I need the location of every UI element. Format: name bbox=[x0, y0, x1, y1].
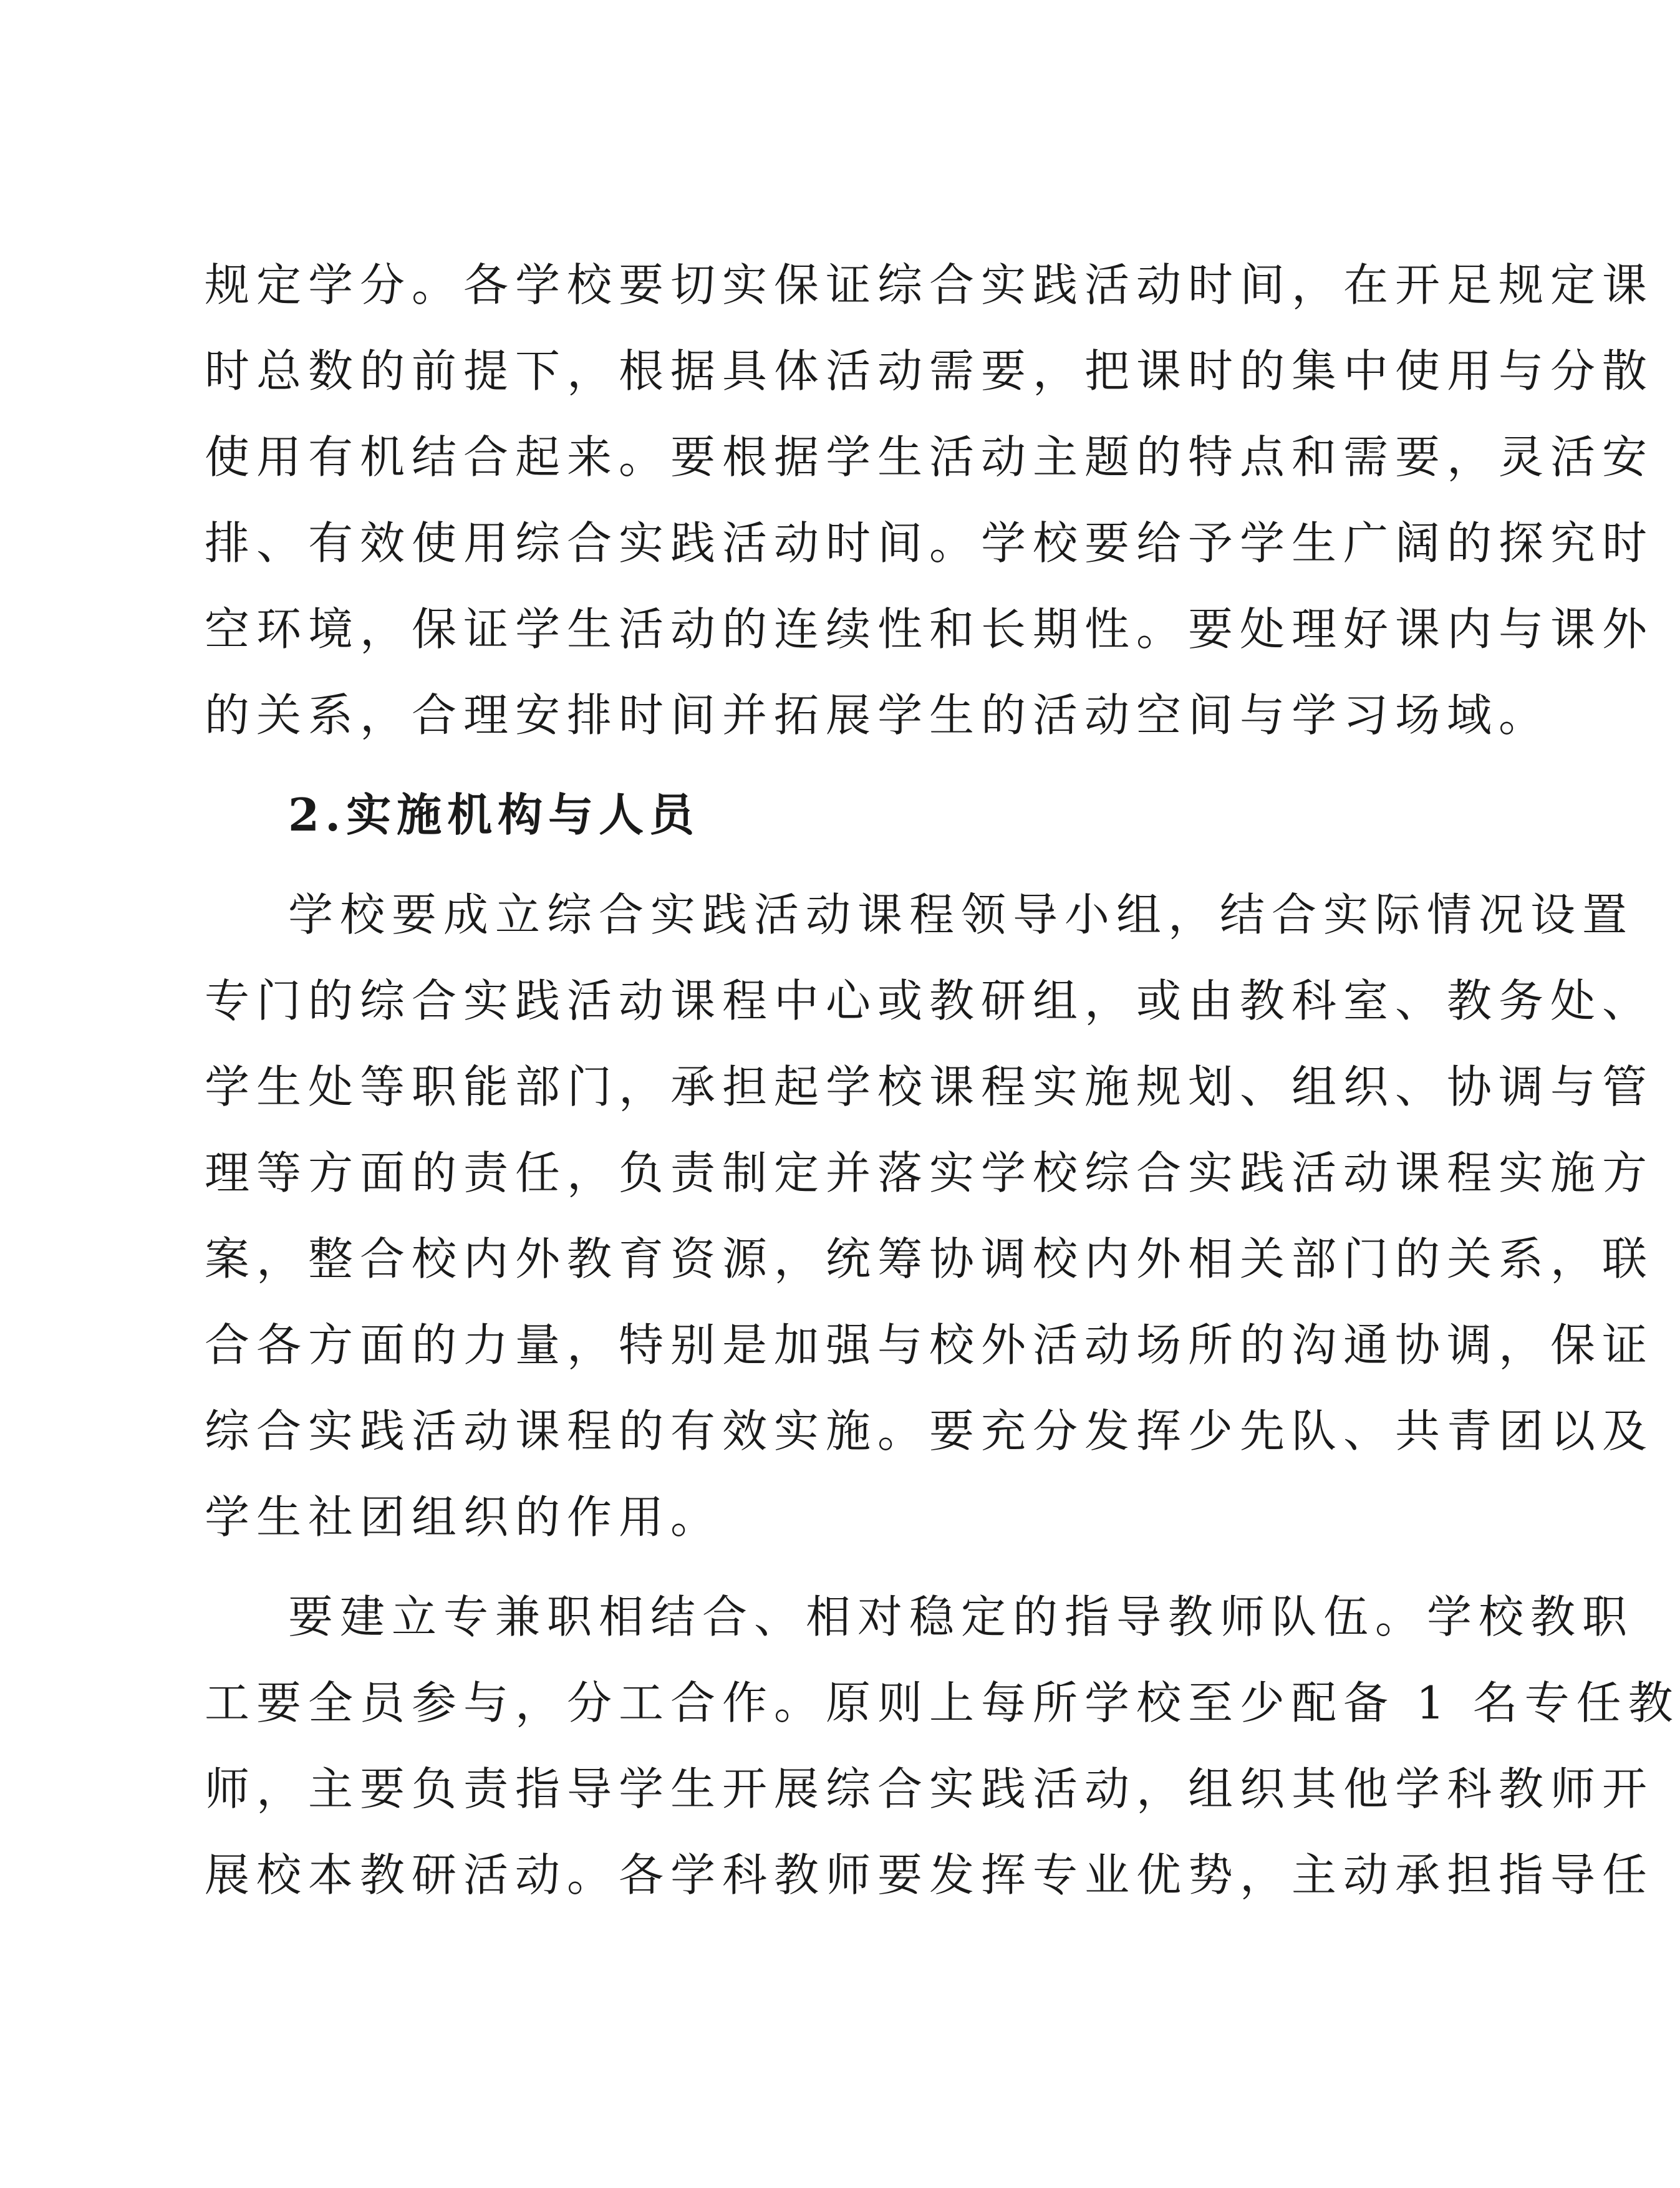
text-line: 排、有效使用综合实践活动时间。学校要给予学生广阔的探究时 bbox=[205, 517, 1654, 569]
text-line: 时总数的前提下，根据具体活动需要，把课时的集中使用与分散 bbox=[205, 345, 1654, 397]
paragraph-gap bbox=[205, 858, 1368, 872]
paragraph-gap bbox=[205, 1560, 1368, 1574]
text-line: 师，主要负责指导学生开展综合实践活动，组织其他学科教师开 bbox=[205, 1763, 1654, 1815]
text-line: 规定学分。各学校要切实保证综合实践活动时间，在开足规定课 bbox=[205, 259, 1654, 311]
paragraph-organization bbox=[205, 872, 1654, 1560]
text-line: 理等方面的责任，负责制定并落实学校综合实践活动课程实施方 bbox=[205, 1147, 1654, 1199]
text-line: 合各方面的力量，特别是加强与校外活动场所的沟通协调，保证 bbox=[205, 1319, 1654, 1371]
section-heading: 2.实施机构与人员 bbox=[288, 788, 700, 841]
paragraph-gap bbox=[205, 758, 1368, 772]
text-line: 空环境，保证学生活动的连续性和长期性。要处理好课内与课外 bbox=[205, 603, 1654, 655]
text-line: 案，整合校内外教育资源，统筹协调校内外相关部门的关系，联 bbox=[205, 1233, 1654, 1285]
text-line: 专门的综合实践活动课程中心或教研组，或由教科室、教务处、 bbox=[205, 975, 1654, 1027]
paragraph-teachers bbox=[205, 1574, 1680, 1918]
text-line: 工要全员参与，分工合作。原则上每所学校至少配备 1 名专任教 bbox=[205, 1677, 1680, 1729]
text-line: 使用有机结合起来。要根据学生活动主题的特点和需要，灵活安 bbox=[205, 431, 1654, 483]
text-line: 展校本教研活动。各学科教师要发挥专业优势，主动承担指导任 bbox=[205, 1849, 1654, 1901]
document-body bbox=[205, 242, 1680, 1918]
text-line: 学生社团组织的作用。 bbox=[205, 1491, 723, 1543]
text-line: 综合实践活动课程的有效实施。要充分发挥少先队、共青团以及 bbox=[205, 1405, 1654, 1457]
paragraph-continuation bbox=[205, 242, 1654, 758]
text-line: 的关系，合理安排时间并拓展学生的活动空间与学习场域。 bbox=[205, 689, 1551, 741]
text-line: 学生处等职能部门，承担起学校课程实施规划、组织、协调与管 bbox=[205, 1061, 1654, 1113]
text-line: 要建立专兼职相结合、相对稳定的指导教师队伍。学校教职 bbox=[288, 1591, 1634, 1643]
text-line: 学校要成立综合实践活动课程领导小组，结合实际情况设置 bbox=[288, 889, 1634, 941]
